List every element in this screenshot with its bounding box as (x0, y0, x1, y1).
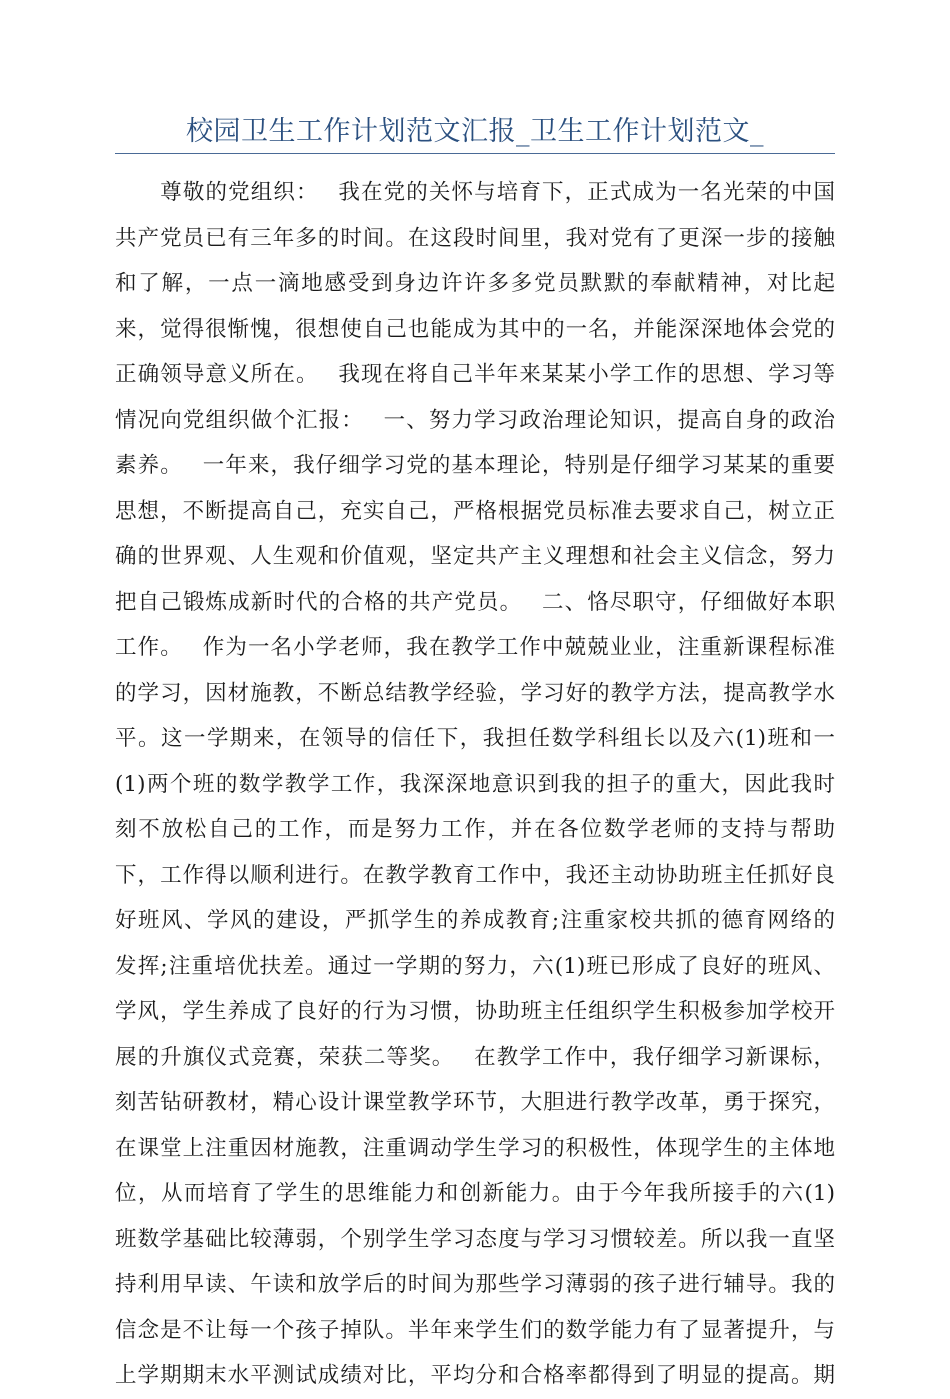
body-line: 下，工作得以顺利进行。在教学教育工作中，我还主动协助班主任抓好良 (115, 862, 835, 888)
body-line: 信念是不让每一个孩子掉队。半年来学生们的数学能力有了显著提升，与 (115, 1317, 835, 1343)
body-line: 来，觉得很惭愧，很想使自己也能成为其中的一名，并能深深地体会党的 (115, 316, 835, 342)
body-line: 刻不放松自己的工作，而是努力工作，并在各位数学老师的支持与帮助 (115, 817, 835, 842)
body-line: 学风，学生养成了良好的行为习惯，协助班主任组织学生积极参加学校开 (115, 999, 835, 1024)
body-line: 的学习，因材施教，不断总结教学经验，学习好的教学方法，提高教学水 (115, 680, 835, 706)
body-line: 思想，不断提高自己，充实自己，严格根据党员标准去要求自己，树立正 (115, 498, 835, 524)
body-line: 刻苦钻研教材，精心设计课堂教学环节，大胆进行教学改革，勇于探究， (115, 1090, 835, 1115)
body-line: 展的升旗仪式竞赛，荣获二等奖。 在教学工作中，我仔细学习新课标， (115, 1044, 835, 1070)
body-line: 上学期期末水平测试成绩对比，平均分和合格率都得到了明显的提高。期 (115, 1363, 835, 1388)
body-line: 平。这一学期来，在领导的信任下，我担任数学科组长以及六(1)班和一 (115, 726, 835, 751)
body-line: 正确领导意义所在。 我现在将自己半年来某某小学工作的思想、学习等 (115, 362, 835, 387)
body-line: 和了解，一点一滴地感受到身边许许多多党员默默的奉献精神，对比起 (115, 271, 835, 296)
body-line: 确的世界观、人生观和价值观，坚定共产主义理想和社会主义信念，努力 (115, 544, 835, 569)
body-line: 素养。 一年来，我仔细学习党的基本理论，特别是仔细学习某某的重要 (115, 453, 835, 478)
body-line: 情况向党组织做个汇报： 一、努力学习政治理论知识，提高自身的政治 (115, 407, 835, 433)
body-line: 工作。 作为一名小学老师，我在教学工作中兢兢业业，注重新课程标准 (115, 635, 835, 660)
body-line: 在课堂上注重因材施教，注重调动学生学习的积极性，体现学生的主体地 (115, 1135, 835, 1161)
body-line: 发挥;注重培优扶差。通过一学期的努力，六(1)班已形成了良好的班风、 (115, 953, 835, 979)
body-line: (1)两个班的数学教学工作，我深深地意识到我的担子的重大，因此我时 (115, 771, 835, 797)
body-line: 尊敬的党组织： 我在党的关怀与培育下，正式成为一名光荣的中国 (115, 180, 835, 205)
document-body (115, 170, 835, 1399)
body-line: 把自己锻炼成新时代的合格的共产党员。 二、恪尽职守，仔细做好本职 (115, 589, 835, 615)
body-line: 班数学基础比较薄弱，个别学生学习态度与学习习惯较差。所以我一直坚 (115, 1226, 835, 1252)
body-line: 好班风、学风的建设，严抓学生的养成教育;注重家校共抓的德育网络的 (115, 908, 835, 933)
body-line: 位，从而培育了学生的思维能力和创新能力。由于今年我所接手的六(1) (115, 1181, 835, 1206)
document-title: 校园卫生工作计划范文汇报_卫生工作计划范文_ (186, 116, 764, 147)
body-line: 持利用早读、午读和放学后的时间为那些学习薄弱的孩子进行辅导。我的 (115, 1272, 835, 1297)
body-line: 共产党员已有三年多的时间。在这段时间里，我对党有了更深一步的接触 (115, 225, 835, 251)
title-underline (115, 153, 835, 154)
